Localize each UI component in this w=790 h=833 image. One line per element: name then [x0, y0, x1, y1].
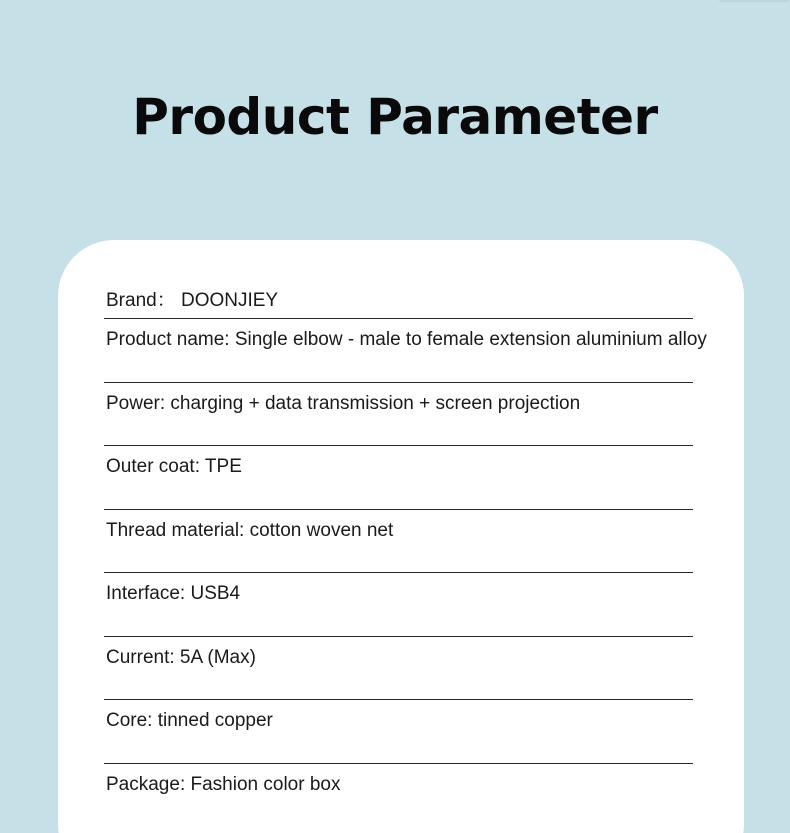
top-edge-mark — [718, 0, 790, 2]
param-row-brand — [104, 276, 724, 319]
param-power: Power: charging + data transmission + screen projection — [106, 392, 581, 414]
param-row-interface — [104, 573, 724, 637]
param-current: Current: 5A (Max) — [106, 646, 256, 668]
param-thread-material: Thread material: cotton woven net — [106, 519, 394, 541]
param-row-core — [104, 700, 724, 764]
param-interface: Interface: USB4 — [106, 583, 241, 604]
page-title: Product Parameter — [132, 88, 658, 146]
param-brand: Brand： DOONJIEY — [106, 290, 279, 311]
param-outer-coat: Outer coat: TPE — [106, 456, 242, 477]
param-core: Core: tinned copper — [106, 710, 273, 731]
parameter-list — [104, 276, 724, 827]
param-row-power — [104, 383, 724, 447]
param-package: Package: Fashion color box — [106, 773, 341, 795]
param-row-current — [104, 637, 724, 701]
param-product-name: Product name: Single elbow - male to female extension aluminium alloy — [106, 329, 707, 350]
param-row-outer-coat — [104, 446, 724, 510]
param-row-thread-material — [104, 510, 724, 574]
param-row-package — [104, 764, 724, 828]
param-row-product-name — [104, 319, 724, 383]
